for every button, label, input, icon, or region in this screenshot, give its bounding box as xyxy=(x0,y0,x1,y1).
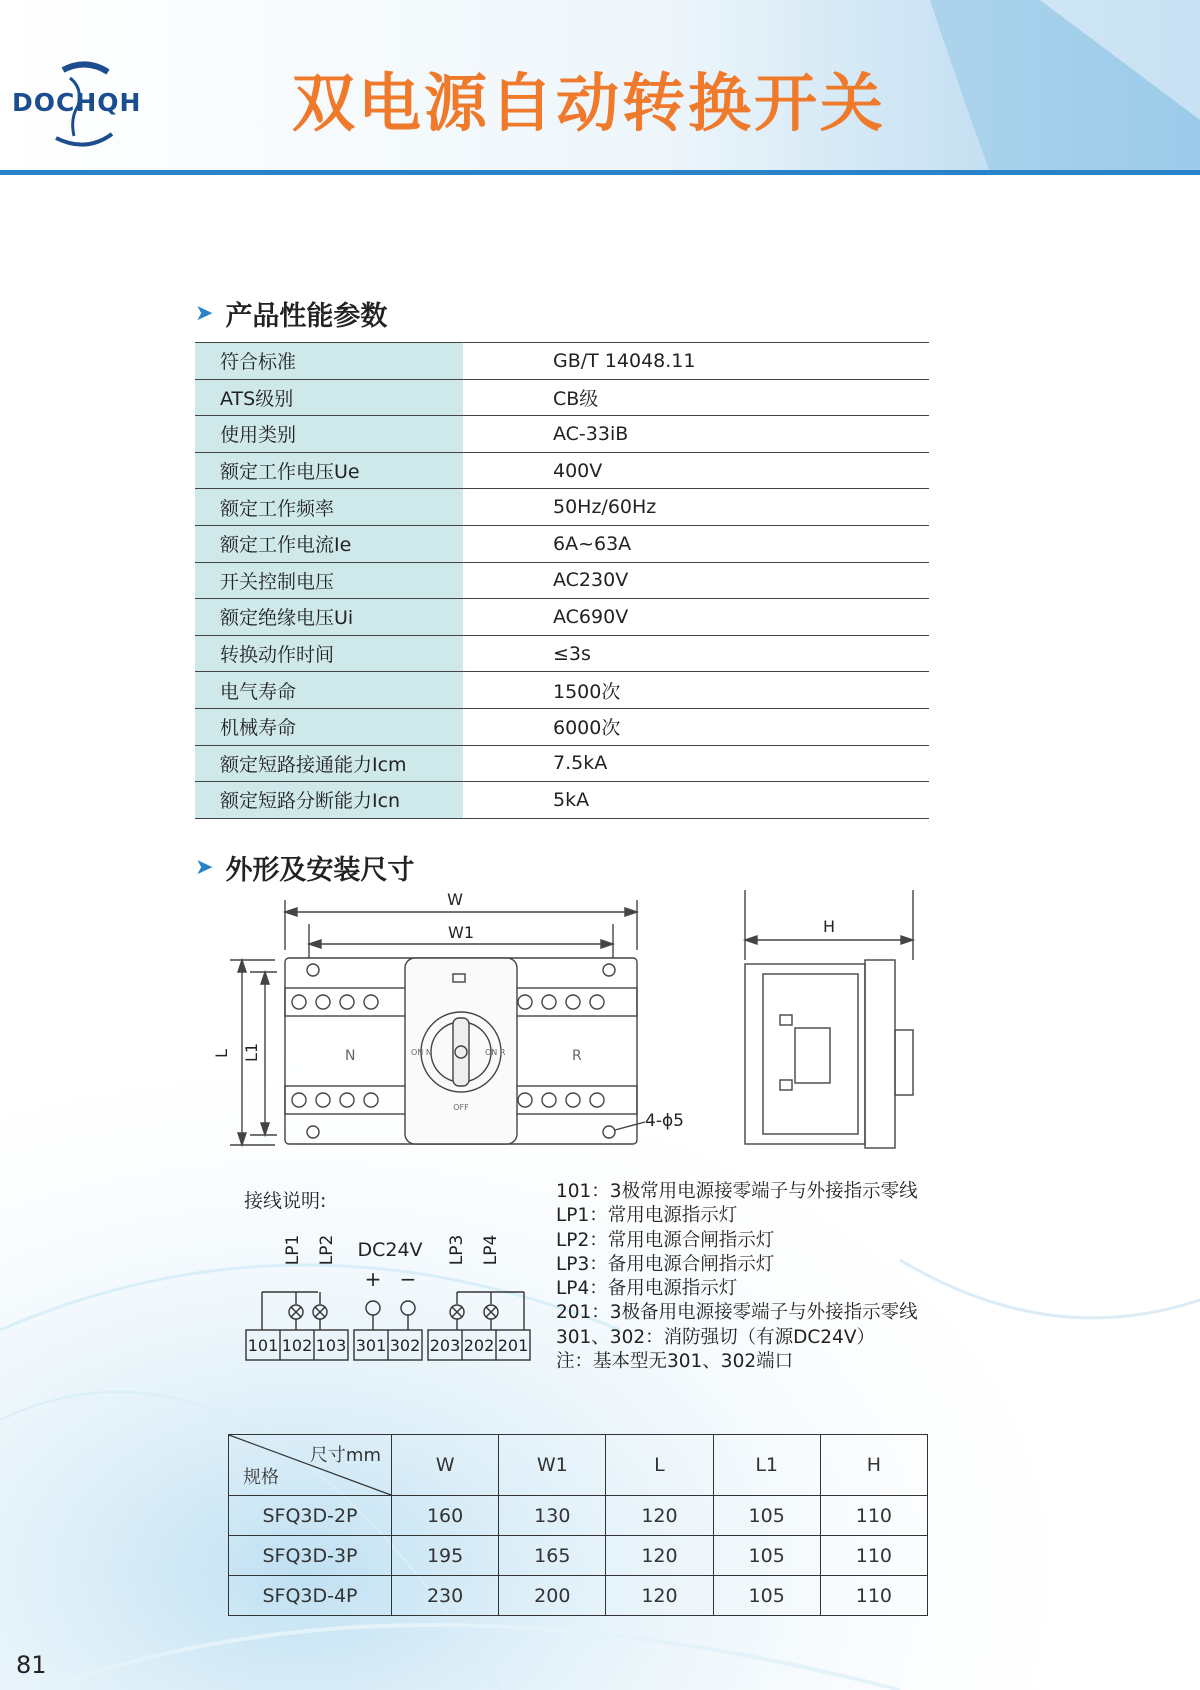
terminal-screw-icon xyxy=(542,1093,556,1107)
table-cell: 230 xyxy=(392,1576,499,1616)
spec-value: 6A~63A xyxy=(463,525,929,562)
terminal-label: 302 xyxy=(389,1336,421,1355)
table-row xyxy=(229,1576,928,1616)
dimension-table xyxy=(228,1434,928,1616)
model-cell: SFQ3D-3P xyxy=(229,1536,392,1576)
column-header: W xyxy=(392,1435,499,1496)
spec-label: 额定工作频率 xyxy=(195,489,463,526)
column-header: L1 xyxy=(713,1435,820,1496)
wiring-note: LP1：常用电源指示灯 xyxy=(556,1205,738,1227)
spec-label: 额定工作电流Ie xyxy=(195,525,463,562)
spec-row xyxy=(195,782,929,819)
terminal-screw-icon xyxy=(316,1093,330,1107)
wiring-note: 301、302：消防强切（有源DC24V） xyxy=(556,1326,875,1348)
terminal-label: 301 xyxy=(355,1336,387,1355)
panel-label-on-n: ON N xyxy=(411,1048,432,1057)
spec-value: 7.5kA xyxy=(463,745,929,782)
wiring-label-lp2: LP2 xyxy=(317,1234,337,1266)
section-dimensions-heading xyxy=(195,848,414,887)
wiring-note: LP3：备用电源合闸指示灯 xyxy=(556,1253,775,1275)
table-corner-cell xyxy=(229,1435,392,1496)
panel-label-n: N xyxy=(345,1048,356,1064)
section-title: 外形及安装尺寸 xyxy=(225,855,415,886)
spec-label: 符合标准 xyxy=(195,343,463,380)
spec-row xyxy=(195,745,929,782)
spec-row xyxy=(195,635,929,672)
table-cell: 130 xyxy=(499,1496,606,1536)
terminal-screw-icon xyxy=(340,1093,354,1107)
dim-label-w1: W1 xyxy=(448,923,474,942)
table-row xyxy=(229,1536,928,1576)
spec-row xyxy=(195,452,929,489)
wiring-label-dc24v: DC24V xyxy=(357,1239,423,1261)
column-header: H xyxy=(820,1435,927,1496)
hole-label: 4-ϕ5 xyxy=(645,1111,684,1131)
spec-value: 1500次 xyxy=(463,672,929,709)
spec-value: ≤3s xyxy=(463,635,929,672)
wiring-note: LP4：备用电源指示灯 xyxy=(556,1278,738,1300)
corner-label-unit: 尺寸mm xyxy=(309,1445,381,1466)
spec-value: AC690V xyxy=(463,599,929,636)
spec-value: 5kA xyxy=(463,782,929,819)
spec-label: 额定短路分断能力Icn xyxy=(195,782,463,819)
section-title: 产品性能参数 xyxy=(225,301,388,332)
table-cell: 160 xyxy=(392,1496,499,1536)
dim-label-h: H xyxy=(822,917,836,936)
wiring-sign-minus: − xyxy=(399,1267,417,1291)
terminal-label: 203 xyxy=(429,1336,461,1355)
spec-value: AC-33iB xyxy=(463,416,929,453)
page-title: 双电源自动转换开关 xyxy=(292,67,886,140)
table-cell: 120 xyxy=(606,1536,713,1576)
spec-value: 400V xyxy=(463,452,929,489)
terminal-screw-icon xyxy=(542,995,556,1009)
spec-label: 转换动作时间 xyxy=(195,635,463,672)
logo-text: DOCHQH xyxy=(12,88,142,117)
spec-row xyxy=(195,562,929,599)
table-cell: 110 xyxy=(820,1576,927,1616)
spec-table xyxy=(195,342,929,819)
terminal-screw-icon xyxy=(364,995,378,1009)
panel-label-on-r: ON R xyxy=(485,1048,506,1057)
spec-label: 使用类别 xyxy=(195,416,463,453)
wiring-label-lp4: LP4 xyxy=(481,1234,501,1266)
spec-row xyxy=(195,489,929,526)
chevron-right-icon: ➤ xyxy=(195,855,214,880)
spec-row xyxy=(195,672,929,709)
dimension-drawing xyxy=(212,890,935,1165)
header-divider xyxy=(0,170,1200,175)
spec-row xyxy=(195,708,929,745)
terminal-screw-icon xyxy=(340,995,354,1009)
table-cell: 110 xyxy=(820,1536,927,1576)
chevron-right-icon: ➤ xyxy=(195,301,214,326)
spec-value: 50Hz/60Hz xyxy=(463,489,929,526)
model-cell: SFQ3D-4P xyxy=(229,1576,392,1616)
terminal-screw-icon xyxy=(316,995,330,1009)
wiring-note: LP2：常用电源合闸指示灯 xyxy=(556,1229,775,1251)
panel-label-off: OFF xyxy=(453,1103,469,1112)
wiring-label-lp1: LP1 xyxy=(283,1234,303,1266)
spec-label: 额定工作电压Ue xyxy=(195,452,463,489)
spec-row xyxy=(195,525,929,562)
panel-label-r: R xyxy=(572,1048,582,1064)
spec-row xyxy=(195,416,929,453)
wiring-notes xyxy=(556,1180,918,1374)
spec-value: 6000次 xyxy=(463,708,929,745)
dim-label-l1: L1 xyxy=(242,1042,261,1062)
spec-value: CB级 xyxy=(463,379,929,416)
wiring-diagram xyxy=(240,1220,550,1380)
terminal-label: 201 xyxy=(497,1336,529,1355)
spec-label: 额定短路接通能力Icm xyxy=(195,745,463,782)
table-cell: 110 xyxy=(820,1496,927,1536)
terminal-screw-icon xyxy=(566,1093,580,1107)
spec-value: AC230V xyxy=(463,562,929,599)
spec-row xyxy=(195,599,929,636)
terminal-screw-icon xyxy=(518,995,532,1009)
table-cell: 105 xyxy=(713,1496,820,1536)
terminal-screw-icon xyxy=(590,1093,604,1107)
model-cell: SFQ3D-2P xyxy=(229,1496,392,1536)
spec-value: GB/T 14048.11 xyxy=(463,343,929,380)
corner-label-model: 规格 xyxy=(243,1467,279,1488)
spec-label: 开关控制电压 xyxy=(195,562,463,599)
spec-label: 额定绝缘电压Ui xyxy=(195,599,463,636)
wiring-note: 201：3极备用电源接零端子与外接指示零线 xyxy=(556,1302,918,1324)
spec-label: 机械寿命 xyxy=(195,708,463,745)
terminal-label: 101 xyxy=(247,1336,279,1355)
spec-label: ATS级别 xyxy=(195,379,463,416)
section-performance-heading xyxy=(195,294,387,333)
table-cell: 165 xyxy=(499,1536,606,1576)
table-cell: 195 xyxy=(392,1536,499,1576)
terminal-screw-icon xyxy=(292,1093,306,1107)
column-header: W1 xyxy=(499,1435,606,1496)
wiring-title: 接线说明: xyxy=(244,1190,327,1212)
page-header xyxy=(0,0,1200,172)
terminal-screw-icon xyxy=(518,1093,532,1107)
wiring-label-lp3: LP3 xyxy=(447,1234,467,1266)
terminal-screw-icon xyxy=(292,995,306,1009)
table-cell: 120 xyxy=(606,1576,713,1616)
wiring-note: 101：3极常用电源接零端子与外接指示零线 xyxy=(556,1181,918,1202)
terminal-label: 102 xyxy=(281,1336,313,1355)
terminal-screw-icon xyxy=(590,995,604,1009)
terminal-screw-icon xyxy=(364,1093,378,1107)
wiring-sign-plus: + xyxy=(364,1267,382,1291)
terminal-screw-icon xyxy=(566,995,580,1009)
spec-row xyxy=(195,379,929,416)
spec-label: 电气寿命 xyxy=(195,672,463,709)
table-row xyxy=(229,1496,928,1536)
spec-row xyxy=(195,343,929,380)
terminal-label: 202 xyxy=(463,1336,495,1355)
wiring-note: 注：基本型无301、302端口 xyxy=(556,1351,794,1373)
table-cell: 200 xyxy=(499,1576,606,1616)
column-header: L xyxy=(606,1435,713,1496)
terminal-label: 103 xyxy=(315,1336,347,1355)
table-cell: 105 xyxy=(713,1576,820,1616)
dim-label-l: L xyxy=(212,1049,231,1058)
dim-label-w: W xyxy=(447,890,463,909)
table-cell: 120 xyxy=(606,1496,713,1536)
page-number: 81 xyxy=(16,1651,47,1679)
table-cell: 105 xyxy=(713,1536,820,1576)
